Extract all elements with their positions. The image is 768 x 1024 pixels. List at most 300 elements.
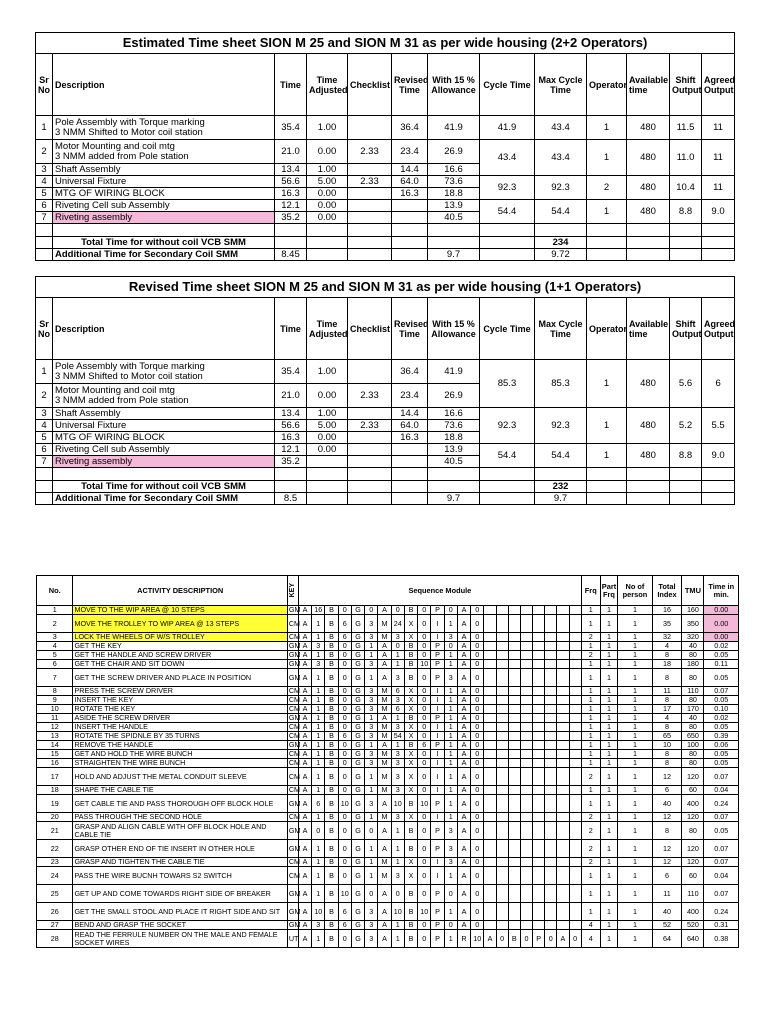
tmu-cell: 320 (682, 633, 704, 642)
header-cell: With 15 % Allowance (428, 298, 480, 360)
sequence-cell: A (298, 714, 311, 723)
sequence-cell (496, 768, 508, 786)
sequence-cell: P (431, 606, 444, 615)
sequence-cell: A (378, 921, 391, 930)
sequence-cell: A (457, 723, 470, 732)
sequence-cell (557, 705, 569, 714)
activity-description: GRASP AND TIGHTEN THE CABLE TIE (73, 858, 287, 867)
value-cell: 7 (36, 212, 53, 224)
sequence-cell (545, 741, 557, 750)
tmu-cell: 110 (682, 687, 704, 696)
value-cell: 41.9 (428, 360, 480, 384)
sequence-cell: A (457, 696, 470, 705)
group-cell: 480 (627, 360, 670, 408)
sequence-cell: A (378, 642, 391, 651)
activity-description: GET THE SMALL STOOL AND PLACE IT RIGHT SIDE AND SIT (73, 903, 287, 921)
sequence-cell: 3 (365, 660, 378, 669)
total-row (36, 237, 735, 249)
blank-row (36, 468, 735, 481)
value-cell (348, 212, 392, 224)
sequence-cell: 10 (418, 795, 431, 813)
sequence-cell: 1 (444, 795, 457, 813)
sequence-cell: 3 (365, 723, 378, 732)
time-cell: 0.10 (704, 705, 739, 714)
sequence-cell: 6 (338, 732, 351, 741)
activity-description: ASIDE THE SCREW DRIVER (73, 714, 287, 723)
group-cell: 43.4 (535, 140, 587, 176)
sequence-cell: M (378, 615, 391, 633)
additional-allowance: 9.7 (428, 493, 480, 505)
value-cell: 2.33 (348, 420, 392, 432)
sequence-cell (496, 822, 508, 840)
value-cell: 36.4 (392, 116, 428, 140)
frq-cell: 1 (581, 786, 600, 795)
sequence-cell: A (457, 651, 470, 660)
description-cell: Universal Fixture (53, 176, 275, 188)
sequence-cell: B (404, 921, 417, 930)
sequence-cell: X (404, 858, 417, 867)
tmu-cell: 80 (682, 696, 704, 705)
activity-description: GET CABLE TIE AND PASS THOROUGH OFF BLOCK HOLE (73, 795, 287, 813)
activity-key: CM (288, 722, 301, 732)
description-cell: MTG OF WIRING BLOCK (53, 432, 275, 444)
group-cell: 11 (702, 176, 735, 200)
sequence-cell: B (325, 822, 338, 840)
activity-key: CM (288, 857, 301, 867)
sequence-cell: 0 (418, 759, 431, 768)
sequence-cell (484, 903, 496, 921)
sequence-cell: 0 (418, 705, 431, 714)
total-index-cell: 65 (652, 732, 682, 741)
sequence-cell: 0 (365, 822, 378, 840)
persons-header: No of person (618, 576, 652, 606)
sequence-cell: M (378, 759, 391, 768)
sequence-cell (533, 687, 545, 696)
sequence-cell: A (457, 633, 470, 642)
activity-row (37, 786, 739, 795)
sequence-cell: A (298, 840, 311, 858)
total-index-cell: 16 (652, 606, 682, 615)
sequence-cell (533, 714, 545, 723)
sequence-cell (508, 759, 520, 768)
sequence-cell (533, 858, 545, 867)
activity-row (37, 732, 739, 741)
sequence-cell (545, 759, 557, 768)
tmu-cell: 160 (682, 606, 704, 615)
sequence-cell: 1 (312, 705, 325, 714)
sequence-cell: A (457, 660, 470, 669)
total-index-cell: 12 (652, 858, 682, 867)
time-cell: 0.07 (704, 768, 739, 786)
activity-no: 4 (37, 642, 73, 651)
sequence-cell (508, 741, 520, 750)
tmu-cell: 80 (682, 822, 704, 840)
group-cell: 5.2 (670, 408, 702, 444)
header-cell: Description (53, 298, 275, 360)
activity-no: 27 (37, 921, 73, 930)
total-index-cell: 18 (652, 660, 682, 669)
part-frq-cell: 1 (600, 696, 618, 705)
sequence-cell: 1 (444, 786, 457, 795)
sequence-cell: 3 (444, 822, 457, 840)
sequence-cell: 0 (418, 786, 431, 795)
sequence-cell: G (351, 822, 364, 840)
sequence-cell (484, 705, 496, 714)
sheet-title: Estimated Time sheet SION M 25 and SION M 31 as per wide housing (2+2 Operators) (36, 33, 735, 54)
activity-description: BEND AND GRASP THE SOCKET (73, 921, 287, 930)
sequence-cell (496, 885, 508, 903)
sequence-cell (520, 615, 532, 633)
sequence-cell (533, 903, 545, 921)
frq-cell: 1 (581, 759, 600, 768)
frq-cell: 2 (581, 840, 600, 858)
time-cell: 0.24 (704, 903, 739, 921)
activity-key: CM (288, 758, 301, 768)
sequence-cell: 1 (444, 867, 457, 885)
activity-key: GM (287, 840, 298, 858)
activity-key: GM (287, 669, 298, 687)
sequence-cell: G (351, 669, 364, 687)
value-cell: 1.00 (307, 164, 348, 176)
activity-description: GET THE SCREW DRIVER AND PLACE IN POSITION (73, 669, 287, 687)
sequence-cell (569, 633, 581, 642)
description-cell: MTG OF WIRING BLOCK (53, 188, 275, 200)
sequence-cell (520, 669, 532, 687)
tmu-cell: 80 (682, 750, 704, 759)
total-index-cell: 8 (652, 651, 682, 660)
sequence-cell: B (404, 669, 417, 687)
activity-row (37, 750, 739, 759)
additional-label: Additional Time for Secondary Coil SMM (53, 493, 275, 505)
sequence-cell: 1 (312, 732, 325, 741)
persons-cell: 1 (618, 867, 652, 885)
sequence-cell (484, 921, 496, 930)
sequence-cell (484, 606, 496, 615)
sequence-cell: 1 (312, 696, 325, 705)
activity-description: SHAPE THE CABLE TIE (73, 786, 287, 795)
value-cell: 6 (36, 444, 53, 456)
sequence-cell (569, 786, 581, 795)
persons-cell: 1 (618, 822, 652, 840)
sequence-cell: A (457, 822, 470, 840)
activity-no: 26 (37, 903, 73, 921)
sequence-cell: 3 (365, 633, 378, 642)
activity-description: MOVE THE TROLLEY TO WIP AREA @ 13 STEPS (73, 615, 287, 633)
activity-no: 3 (37, 633, 73, 642)
sequence-cell: 0 (391, 642, 404, 651)
activity-key: GM (287, 903, 298, 921)
sequence-cell: 1 (312, 687, 325, 696)
activity-description: GET UP AND COME TOWARDS RIGHT SIDE OF BREAKER (73, 885, 287, 903)
sequence-cell: 0 (418, 732, 431, 741)
description-header: ACTIVITY DESCRIPTION (73, 576, 287, 606)
sequence-cell: A (378, 930, 391, 948)
activity-key: GM (287, 795, 298, 813)
activity-row (37, 858, 739, 867)
sequence-cell: 1 (365, 714, 378, 723)
part-frq-cell: 1 (600, 615, 618, 633)
sequence-cell: X (404, 705, 417, 714)
sequence-cell (508, 768, 520, 786)
sequence-cell: I (431, 750, 444, 759)
sequence-cell (508, 822, 520, 840)
sequence-cell: I (431, 696, 444, 705)
persons-cell: 1 (618, 768, 652, 786)
sequence-cell (496, 687, 508, 696)
sequence-cell (569, 858, 581, 867)
frq-cell: 1 (581, 750, 600, 759)
sequence-cell: 1 (391, 660, 404, 669)
activity-row (37, 642, 739, 651)
activity-row (37, 885, 739, 903)
sequence-cell: B (325, 795, 338, 813)
value-cell: 1.00 (307, 408, 348, 420)
sheet-row (36, 444, 735, 456)
sequence-cell: A (298, 930, 311, 948)
sequence-cell: 1 (444, 768, 457, 786)
value-cell: 13.4 (275, 408, 307, 420)
sequence-cell (557, 723, 569, 732)
description-cell: Riveting assembly (53, 456, 275, 468)
sequence-cell: 0 (471, 696, 484, 705)
value-cell: 12.1 (275, 444, 307, 456)
sequence-cell (557, 768, 569, 786)
part-frq-cell: 1 (600, 741, 618, 750)
activity-row (37, 795, 739, 813)
sequence-cell: A (457, 795, 470, 813)
part-frq-cell: 1 (600, 651, 618, 660)
header-cell: Max Cycle Time (535, 54, 587, 116)
sequence-cell: 0 (418, 687, 431, 696)
total-index-cell: 8 (652, 669, 682, 687)
sequence-cell: 3 (365, 903, 378, 921)
header-cell: Operator (587, 54, 627, 116)
time-cell: 0.07 (704, 858, 739, 867)
sequence-cell (533, 669, 545, 687)
sequence-cell: P (431, 840, 444, 858)
sequence-cell: B (325, 714, 338, 723)
sequence-cell (545, 867, 557, 885)
sequence-cell: 0 (338, 867, 351, 885)
sequence-cell: B (325, 768, 338, 786)
value-cell (348, 408, 392, 420)
value-cell: 26.9 (428, 384, 480, 408)
sequence-cell: 0 (444, 885, 457, 903)
sequence-cell (484, 732, 496, 741)
description-cell: Pole Assembly with Torque marking 3 NMM Shifted to Motor coil station (53, 116, 275, 140)
sequence-cell (569, 759, 581, 768)
time-cell: 0.05 (704, 651, 739, 660)
activity-key: CM (288, 785, 301, 795)
sequence-cell (569, 696, 581, 705)
activity-no: 6 (37, 660, 73, 669)
value-cell: 4 (36, 420, 53, 432)
sequence-cell: 3 (312, 660, 325, 669)
sequence-cell (569, 732, 581, 741)
sequence-cell: G (351, 750, 364, 759)
activity-description: LOCK THE WHEELS OF W/S TROLLEY (73, 633, 287, 642)
sequence-cell (496, 813, 508, 822)
sequence-cell: 0 (471, 615, 484, 633)
sequence-cell: 0 (471, 840, 484, 858)
sequence-cell (520, 885, 532, 903)
sequence-cell (520, 714, 532, 723)
frq-cell: 1 (581, 714, 600, 723)
total-index-cell: 8 (652, 750, 682, 759)
sequence-cell: P (431, 795, 444, 813)
sequence-cell: M (378, 867, 391, 885)
sequence-cell: 0 (338, 660, 351, 669)
sequence-cell: 3 (365, 795, 378, 813)
sequence-cell (533, 885, 545, 903)
sequence-cell: G (351, 795, 364, 813)
sequence-cell (496, 660, 508, 669)
sequence-cell: 3 (391, 696, 404, 705)
sequence-cell (496, 795, 508, 813)
description-cell: Riveting Cell sub Assembly (53, 444, 275, 456)
sequence-cell (533, 813, 545, 822)
group-cell: 54.4 (480, 200, 535, 224)
value-cell: 35.2 (275, 212, 307, 224)
sequence-cell: G (351, 606, 364, 615)
activity-no: 11 (37, 714, 73, 723)
sequence-cell: 0 (471, 822, 484, 840)
part-frq-cell: 1 (600, 858, 618, 867)
activity-row (37, 660, 739, 669)
sheet-row (36, 140, 735, 164)
header-cell: Checklist (348, 54, 392, 116)
sequence-cell: 0 (418, 822, 431, 840)
sequence-cell: 6 (312, 795, 325, 813)
activity-key: CM (287, 768, 298, 786)
time-cell: 0.07 (704, 687, 739, 696)
sequence-cell (545, 840, 557, 858)
sequence-cell: 0 (338, 786, 351, 795)
sequence-cell (569, 642, 581, 651)
description-cell: Shaft Assembly (53, 408, 275, 420)
sequence-cell: P (431, 903, 444, 921)
sequence-cell: B (325, 786, 338, 795)
group-cell: 11.0 (670, 140, 702, 176)
time-cell: 0.38 (704, 930, 739, 948)
sequence-cell (545, 633, 557, 642)
total-index-cell: 8 (652, 822, 682, 840)
sequence-cell: 0 (391, 885, 404, 903)
sequence-cell (569, 651, 581, 660)
sequence-cell: M (378, 732, 391, 741)
total-index-cell: 4 (652, 714, 682, 723)
part-frq-cell: 1 (600, 669, 618, 687)
header-cell: Revised Time (392, 54, 428, 116)
sequence-cell: G (351, 660, 364, 669)
additional-max: 9.72 (535, 249, 587, 261)
activity-key: GM (287, 822, 298, 840)
time-cell: 0.04 (704, 867, 739, 885)
activity-no: 17 (37, 768, 73, 786)
activity-key: CM (288, 731, 301, 741)
value-cell: 5 (36, 188, 53, 200)
activity-header-row (37, 576, 739, 606)
sequence-cell (508, 714, 520, 723)
activity-key: CM (288, 695, 301, 705)
sequence-cell: 1 (444, 903, 457, 921)
sequence-cell (484, 633, 496, 642)
group-cell: 480 (627, 116, 670, 140)
sequence-cell (569, 840, 581, 858)
value-cell: 18.8 (428, 188, 480, 200)
sequence-cell: B (325, 750, 338, 759)
time-cell: 0.06 (704, 741, 739, 750)
activity-no: 12 (37, 723, 73, 732)
sequence-cell: 1 (444, 813, 457, 822)
sequence-cell (569, 687, 581, 696)
sequence-cell (496, 642, 508, 651)
value-cell: 21.0 (275, 384, 307, 408)
value-cell: 0.00 (307, 200, 348, 212)
sequence-cell: 0 (418, 606, 431, 615)
sequence-cell: A (457, 741, 470, 750)
activity-no: 13 (37, 732, 73, 741)
frq-cell: 1 (581, 741, 600, 750)
sequence-cell (508, 786, 520, 795)
value-cell: 0.00 (307, 212, 348, 224)
header-cell: Time Adjusted (307, 298, 348, 360)
sequence-cell: A (298, 759, 311, 768)
sequence-cell: I (431, 786, 444, 795)
sequence-cell: 1 (444, 687, 457, 696)
activity-no: 5 (37, 651, 73, 660)
total-index-cell: 40 (652, 903, 682, 921)
sequence-cell: B (325, 705, 338, 714)
persons-cell: 1 (618, 903, 652, 921)
additional-label: Additional Time for Secondary Coil SMM (53, 249, 275, 261)
sequence-cell: X (404, 759, 417, 768)
sequence-cell (496, 867, 508, 885)
sequence-cell (545, 714, 557, 723)
group-cell: 1 (587, 408, 627, 444)
sequence-cell (520, 606, 532, 615)
sequence-cell: B (404, 714, 417, 723)
group-cell: 43.4 (535, 116, 587, 140)
sequence-cell: 54 (391, 732, 404, 741)
sequence-cell: 0 (471, 714, 484, 723)
sequence-cell: 3 (444, 669, 457, 687)
time-cell: 0.04 (704, 786, 739, 795)
sequence-cell: A (298, 705, 311, 714)
sequence-cell: A (457, 705, 470, 714)
header-cell: Max Cycle Time (535, 298, 587, 360)
sequence-cell: G (351, 921, 364, 930)
tmu-cell: 60 (682, 867, 704, 885)
sequence-cell: 1 (312, 885, 325, 903)
header-cell: Cycle Time (480, 54, 535, 116)
sequence-cell: A (298, 741, 311, 750)
sequence-cell: 1 (444, 696, 457, 705)
sequence-cell: X (404, 723, 417, 732)
sequence-cell: 3 (365, 921, 378, 930)
sheet-row (36, 176, 735, 188)
activity-row (37, 651, 739, 660)
sequence-cell: A (298, 633, 311, 642)
sequence-cell: A (298, 885, 311, 903)
persons-cell: 1 (618, 930, 652, 948)
additional-time: 8.5 (275, 493, 307, 505)
activity-no: 19 (37, 795, 73, 813)
sequence-cell: 10 (471, 930, 484, 948)
frq-cell: 1 (581, 867, 600, 885)
value-cell: 4 (36, 176, 53, 188)
sequence-cell: 0 (338, 687, 351, 696)
